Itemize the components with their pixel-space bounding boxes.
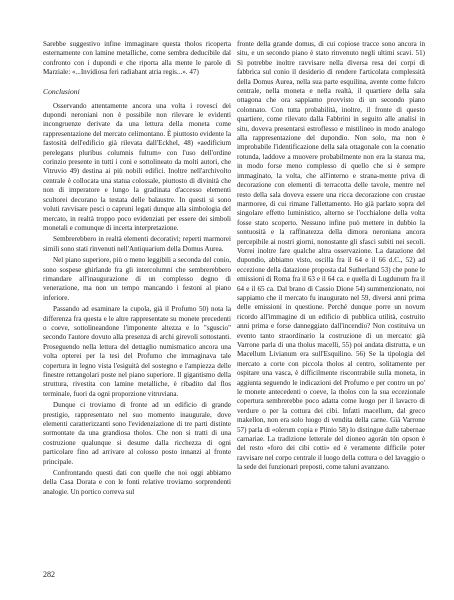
- paragraph: Dunque ci troviamo di fronte ad un edificio di grande prestigio, rappresentato nel suo momento inaugurale, dove elementi caratterizzanti sono l'evidenziazione di tre parti distinte sormontate da una grandiosa tholos. Che non si tratti di una costruzione qualunque si desume dalla ricchezza di ogni particolare fino ad arrivare al colosso posto innanzi al fronte principale.: [43, 401, 231, 466]
- paragraph: Passando ad esaminare la cupola, già il Profumo 50) nota la differenza fra questa e le altre rappresentate su monete precedenti o coeve, sottolineandone l'imponente altezza e lo "sguscio" secondo l'autore dovuto alla presenza di archi girevoli sottostanti. Proseguendo nella lettura del dettaglio numismatico ancora una volta opterei per la tesi del Profumo che immaginava tale copertura in legno vista l'esiguità del sostegno e l'ampiezza delle finestre rettangolari poste nel piano superiore. Il gigantismo della struttura, rivestita con lamine metalliche, è ribadito dal flos terminale, fuori da ogni proporzione vitruviana.: [43, 305, 231, 398]
- left-column: [43, 40, 231, 497]
- paragraph: Sembrerebbero in realtà elementi decorativi; reperti marmorei simili sono stati rinvenuti nell'Antiquarium della Domus Aurea.: [43, 235, 231, 253]
- paragraph: Sarebbe suggestivo infine immaginare questa tholos ricoperta esternamente con lamine metalliche, come sembra deducibile dal confronto con i dupondi e che riporta alla mente le parole di Marziale: «...Invidiosa feri radiabant atria regis...». 47): [43, 40, 231, 77]
- paragraph: Confrontando questi dati con quelle che noi oggi abbiamo della Casa Dorata e con le fonti relative troviamo sorprendenti analogie. Un portico correva sul: [43, 469, 231, 496]
- right-column: [237, 40, 425, 473]
- paragraph: Nel piano superiore, più o meno leggibili a seconda del conio, sono sospese ghirlande fra gli intercolumni che sembrerebbero rimandare all'inaugurazione di un complesso degno di venerazione, ma non un tempo mancando i festoni al piano inferiore.: [43, 256, 231, 302]
- paragraph: Osservando attentamente ancora una volta i rovesci dei dupondi neroniani non è possibile non rilevare le evidenti incongruenze derivate da una lettura della moneta come rappresentazione del mercato celimontano. È piuttosto evidente la fastosità dell'edificio già rilevata dall'Eckhel, 48) «aedificium perelegans pluribus columnis fultum» con l'uso dell'ordine corinzio presente in tutti i coni e sottolineato da molti autori, che Vitruvio 49) destina ai più nobili edifici. Inoltre nell'archivolto centrale è collocata una statua colossale, piuttosto di divinità che non di imperatore e lungo la gradinata d'accesso elementi scultorei decorano la testata delle balaustre. In questi si sono voluti ravvisare pesci o capruni legati dunque alla simbologia del mercato, in realtà troppo poco evidenziati per essere dei simboli monetali e comunque di incerta interpretazione.: [43, 101, 231, 232]
- page-number: 282: [43, 570, 55, 579]
- paragraph: fronte della grande domus, di cui copiose tracce sono ancora in situ, e un secondo piano è stato rinvenuto negli ultimi scavi. 51) Si potrebbe inoltre ravvisare nella diversa resa dei corpi di fabbrica sul conio il desiderio di rendere l'articolata complessità della Domus Aurea, nella sua parte esquilina, avente come fulcro centrale, nella moneta e nella realtà, il quartiere della sala ottagona che ora sappiamo provvisto di un secondo piano colonnato. Con tutta probabilità, inoltre, il fronte di questo quartiere, come rilevato dalla Fabbrini in seguito alle analisi in situ, doveva presentarsi estroflesso e mistilineo in modo analogo alla rappresentazione del dupondio. Non solo, ma non è improbabile l'identificazione della sala ottagonale con la coenatio rotunda, laddove a muovere probabilmente non era la stanza ma, in modo forse meno complesso di quello che si è sempre immaginato, la volta, che all'interno e strana-mente priva di decorazione con elementi di terracotta delle tavole, mentre nel resto della sala doveva essere una ricca decorazione con crustae marmoree, di cui rimane l'allettamento. Ho già parlato sopra del singolare effetto luminístico, alterno se l'occhialone della volta fosse stato scoperto. Nessuno infine può mettere in dubbio la sontuosità e la raffinatezza della dimora neroniana ancora percepibile ai nostri giorni, nonostante gli sfasci subiti nei secoli. Vorrei inoltre fare qualche altra osservazione. La datazione del dupondio, abbiamo visto, oscilla fra il 64 e il 66 d.C., 52) ad eccezione della datazione proposta dal Sutherland 53) che pone le emissioni di Roma fra il 63 e il 64 ca. e quella di Lugdunum fra il 64 e il 65 ca. Dal brano di Cassio Dione 54) summenzionato, noi sappiamo che il mercato fu inaugurato nel 59, diversi anni prima delle emissioni in questione. Perché dunque porre un novum ricordo all'immagine di un edificio di pubblica utilità, costruito anni prima e forse danneggiato dall'incendio? Non costituiva un evento tanto straordinario la costruzione di un mercato: già Varrone parla di una tholus macelli, 55) poi andata distrutta, e un Macellum Livianum era sull'Esquilino. 56) Se la tipologia del mercato a corte con piccola tholos al centro, solitamente per ospitare una vasca, è difficilmente riscontrabile sulla moneta, in aggiunta seguendo le indicazioni del Profumo e per contro un po' le monete antecedenti o coeve, la tholos con la sua eccezionale copertura sembrerebbe poco adatta come luogo per il lavacro di verdure o per la cottura dei cibi. Infatti macellum, dal greco makellon, non era solo luogo di vendita della carne. Già Varrone 57) parla di «olerum copia e Plinio 58) lo distingue dalle tabernae carnariae. La tradizione letterale del dioneo agorán tón opson è del resto «foro dei cibi cotti» ed è veramente difficile poter ravvisare nel corpo centrale il luogo della cottura o del lavaggio o la sede dei funzionari preposti, come taluni avanzano.: [237, 40, 425, 472]
- section-heading: Conclusioni: [43, 86, 80, 96]
